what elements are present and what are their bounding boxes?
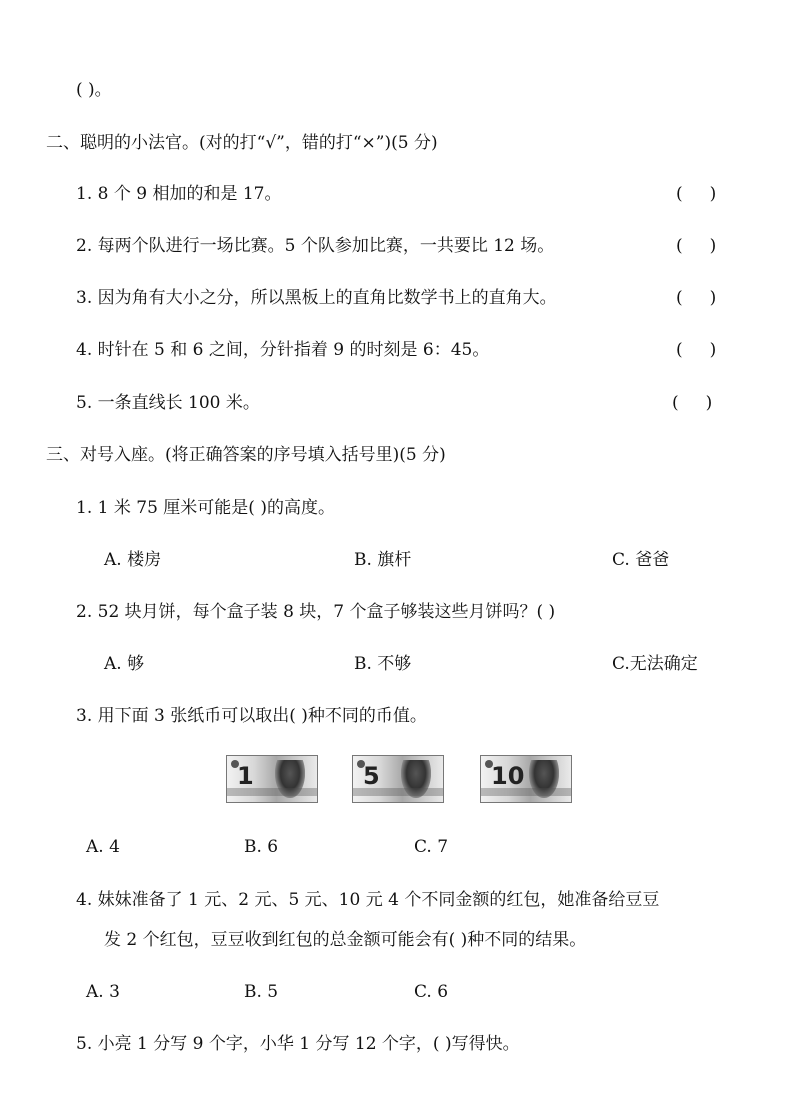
q2-option-a[interactable]: A. 够	[104, 654, 145, 674]
choice-q1: 1. 1 米 75 厘米可能是( )的高度。	[76, 498, 335, 518]
q4-option-a[interactable]: A. 3	[86, 982, 120, 1002]
choice-q5: 5. 小亮 1 分写 9 个字，小华 1 分写 12 个字，( )写得快。	[76, 1034, 520, 1054]
judge-item-2: 2. 每两个队进行一场比赛。5 个队参加比赛，一共要比 12 场。	[76, 236, 555, 256]
banknote-value: 5	[363, 762, 380, 790]
q2-option-b[interactable]: B. 不够	[354, 654, 412, 674]
judge-answer-3[interactable]: ( )	[676, 288, 717, 308]
q1-option-c[interactable]: C. 爸爸	[612, 550, 670, 570]
q4-option-c[interactable]: C. 6	[414, 982, 449, 1002]
judge-item-5: 5. 一条直线长 100 米。	[76, 393, 260, 413]
q4-option-b[interactable]: B. 5	[244, 982, 279, 1002]
q3-option-a[interactable]: A. 4	[86, 837, 120, 857]
q2-option-c[interactable]: C.无法确定	[612, 654, 698, 674]
judge-item-4: 4. 时针在 5 和 6 之间，分针指着 9 的时刻是 6：45。	[76, 340, 490, 360]
q3-option-b[interactable]: B. 6	[244, 837, 279, 857]
choice-q2: 2. 52 块月饼，每个盒子装 8 块，7 个盒子够装这些月饼吗？( )	[76, 602, 556, 622]
section-two-heading: 二、聪明的小法官。(对的打“√”，错的打“×”)(5 分)	[46, 133, 438, 153]
q3-option-c[interactable]: C. 7	[414, 837, 449, 857]
q1-option-a[interactable]: A. 楼房	[104, 550, 162, 570]
banknote-1-yuan	[226, 755, 318, 803]
choice-q4-line1: 4. 妹妹准备了 1 元、2 元、5 元、10 元 4 个不同金额的红包，她准备给豆豆	[76, 890, 660, 910]
section-three-heading: 三、对号入座。(将正确答案的序号填入括号里)(5 分)	[46, 445, 446, 465]
judge-answer-4[interactable]: ( )	[676, 340, 717, 360]
judge-item-1: 1. 8 个 9 相加的和是 17。	[76, 184, 282, 204]
banknote-10-yuan	[480, 755, 572, 803]
q1-option-b[interactable]: B. 旗杆	[354, 550, 412, 570]
banknote-5-yuan	[352, 755, 444, 803]
banknote-value: 1	[237, 762, 254, 790]
choice-q4-line2: 发 2 个红包，豆豆收到红包的总金额可能会有( )种不同的结果。	[104, 930, 587, 950]
top-paren-line: ( )。	[76, 80, 112, 100]
judge-item-3: 3. 因为角有大小之分，所以黑板上的直角比数学书上的直角大。	[76, 288, 557, 308]
judge-answer-5[interactable]: ( )	[672, 393, 713, 413]
judge-answer-1[interactable]: ( )	[676, 184, 717, 204]
choice-q3: 3. 用下面 3 张纸币可以取出( )种不同的币值。	[76, 706, 427, 726]
banknote-value: 10	[491, 762, 525, 790]
judge-answer-2[interactable]: ( )	[676, 236, 717, 256]
